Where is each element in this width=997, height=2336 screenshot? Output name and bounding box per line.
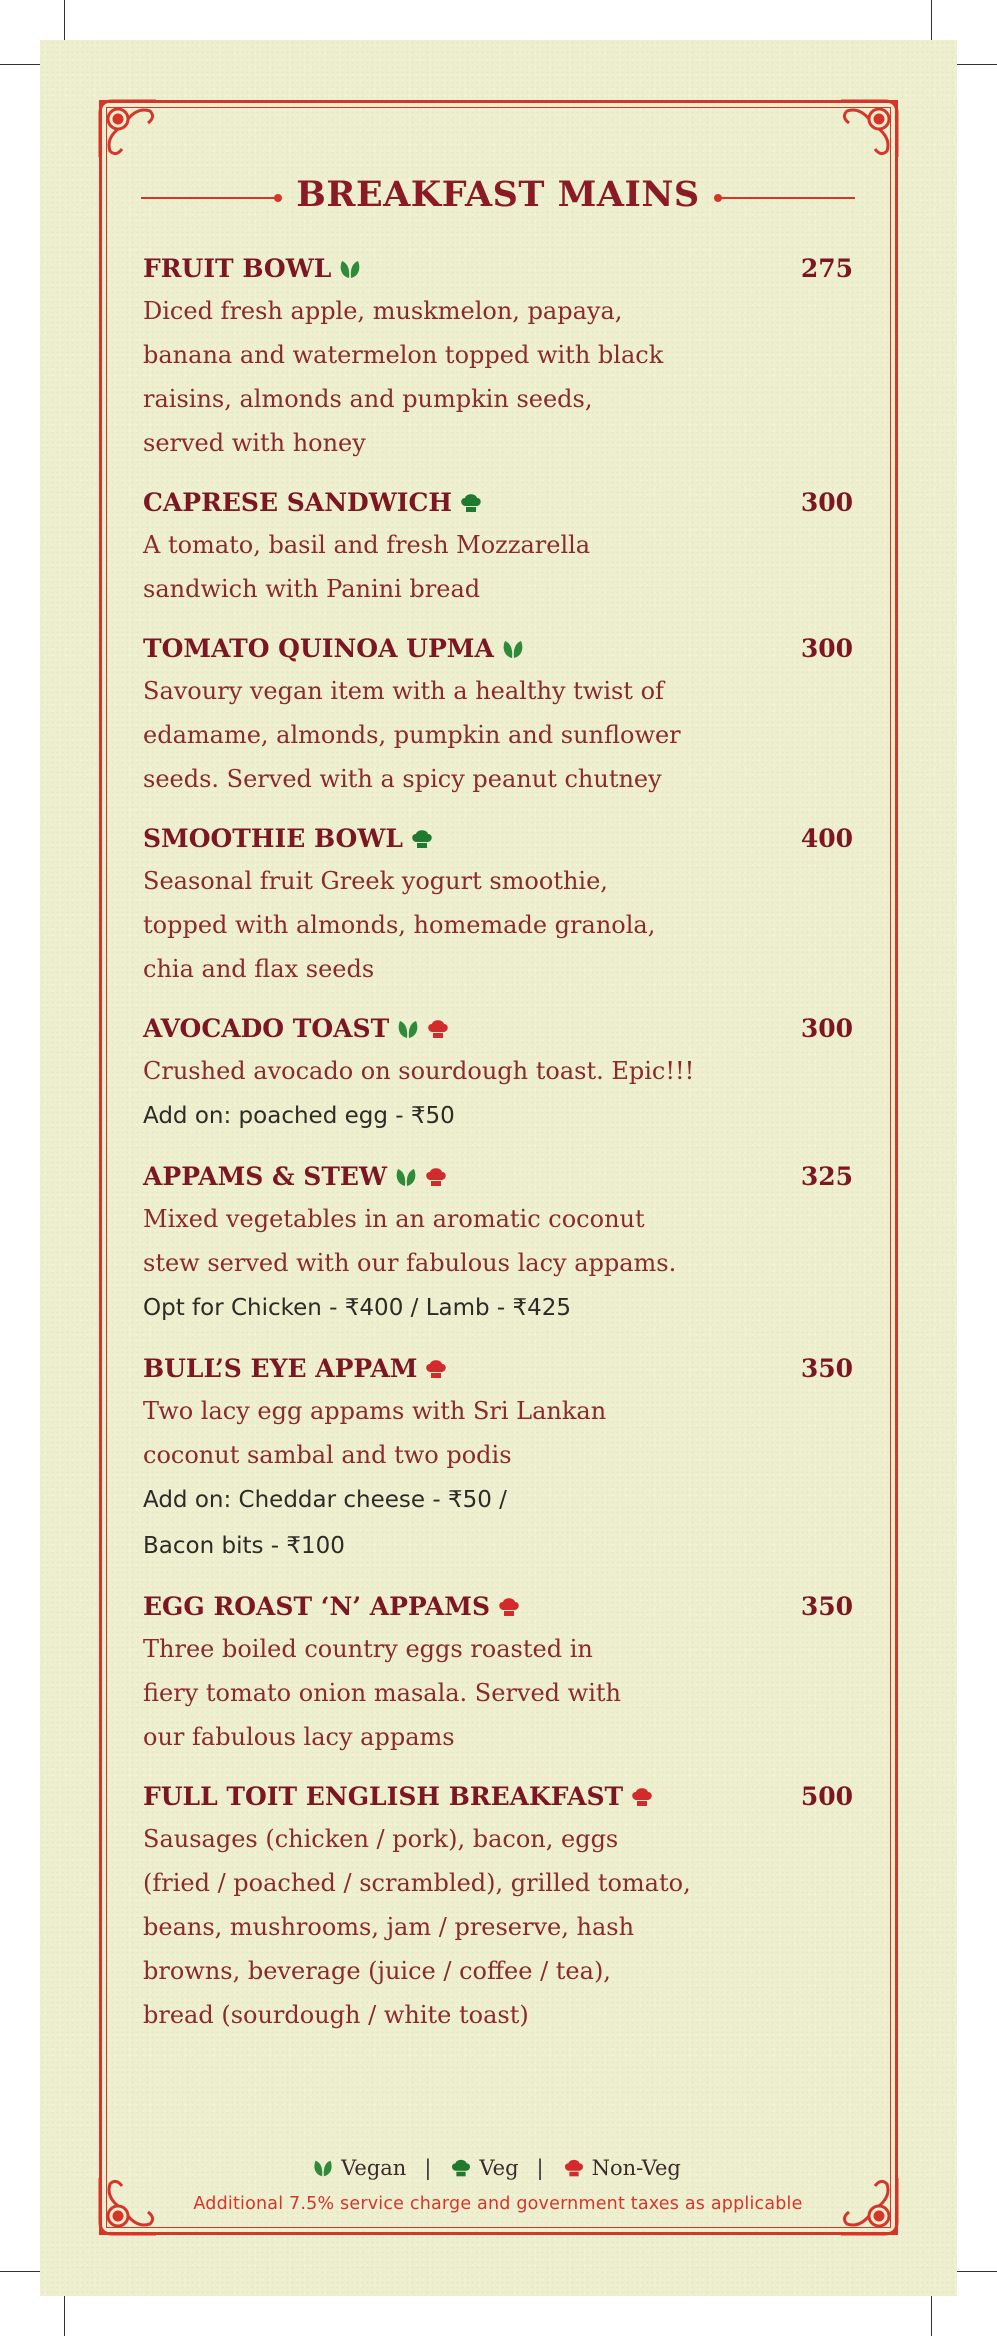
description-line: served with honey [143, 429, 366, 457]
crop-mark [0, 2271, 40, 2272]
description-line: fiery tomato onion masala. Served with [143, 1679, 621, 1707]
menu-item-name-text: APPAMS & STEW [143, 1162, 388, 1191]
description-line: Diced fresh apple, muskmelon, papaya, [143, 297, 623, 325]
menu-item-name [143, 1349, 453, 1389]
diet-icons [337, 256, 367, 282]
legend-veg [449, 2156, 518, 2180]
diet-icons [395, 1016, 455, 1042]
description-line: (fried / poached / scrambled), grilled tomato, [143, 1869, 691, 1897]
menu-item-name-text: AVOCADO TOAST [143, 1014, 390, 1043]
menu-item-description [143, 289, 783, 465]
menu-item-description [143, 1389, 783, 1477]
menu-item-name [143, 249, 367, 289]
description-line: our fabulous lacy appams [143, 1723, 455, 1751]
menu-item-price: 300 [800, 488, 853, 517]
section-header [141, 170, 855, 226]
vegan-leaf-icon [311, 2156, 335, 2180]
crop-mark [931, 0, 932, 40]
non-veg-chef-hat-icon [425, 1016, 451, 1042]
menu-items-list [143, 249, 853, 2055]
menu-item-header [143, 1009, 853, 1049]
menu-item-price: 275 [800, 254, 853, 283]
crop-mark [64, 2296, 65, 2336]
menu-item-name [143, 1777, 659, 1817]
menu-item-header [143, 629, 853, 669]
menu-item-header [143, 1349, 853, 1389]
menu-item-description [143, 1817, 783, 2037]
menu-item-description [143, 523, 783, 611]
menu-item [143, 483, 853, 611]
description-line: banana and watermelon topped with black [143, 341, 664, 369]
menu-item-price: 350 [800, 1354, 853, 1383]
menu-item-price: 400 [800, 824, 853, 853]
non-veg-chef-hat-icon [496, 1594, 522, 1620]
diet-legend [296, 2151, 696, 2185]
legend-vegan-label: Vegan [341, 2156, 407, 2180]
description-line: topped with almonds, homemade granola, [143, 911, 656, 939]
menu-item-name [143, 1587, 526, 1627]
menu-item-description [143, 1049, 783, 1093]
non-veg-chef-hat-icon [423, 1356, 449, 1382]
menu-item-header [143, 1157, 853, 1197]
veg-chef-hat-icon [409, 826, 435, 852]
menu-item [143, 1777, 853, 2037]
menu-item-name-text: CAPRESE SANDWICH [143, 488, 453, 517]
description-line: edamame, almonds, pumpkin and sunflower [143, 721, 681, 749]
description-line: Savoury vegan item with a healthy twist of [143, 677, 664, 705]
diet-icons [496, 1594, 526, 1620]
menu-item [143, 1349, 853, 1569]
addon-line: Add on: poached egg - ₹50 [143, 1103, 455, 1129]
title-rule-dot [274, 194, 282, 202]
description-line: A tomato, basil and fresh Mozzarella [143, 531, 591, 559]
legend-separator: | [536, 2156, 544, 2180]
service-charge-note: Additional 7.5% service charge and government taxes as applicable [193, 2194, 803, 2214]
legend-separator: | [424, 2156, 432, 2180]
description-line: Sausages (chicken / pork), bacon, eggs [143, 1825, 619, 1853]
section-title: BREAKFAST MAINS [296, 174, 700, 215]
non-veg-chef-hat-icon [629, 1784, 655, 1810]
menu-item-name-text: TOMATO QUINOA UPMA [143, 634, 494, 663]
menu-item-name-text: SMOOTHIE BOWL [143, 824, 403, 853]
description-line: bread (sourdough / white toast) [143, 2001, 529, 2029]
description-line: Two lacy egg appams with Sri Lankan [143, 1397, 607, 1425]
non-veg-chef-hat-icon [562, 2156, 586, 2180]
addon-line: Bacon bits - ₹100 [143, 1533, 345, 1559]
menu-item-name [143, 1009, 455, 1049]
menu-item-description [143, 669, 783, 801]
addon-line: Opt for Chicken - ₹400 / Lamb - ₹425 [143, 1295, 572, 1321]
description-line: chia and flax seeds [143, 955, 375, 983]
crop-mark [931, 2296, 932, 2336]
veg-chef-hat-icon [458, 490, 484, 516]
menu-item [143, 1157, 853, 1331]
description-line: stew served with our fabulous lacy appams. [143, 1249, 677, 1277]
description-line: Seasonal fruit Greek yogurt smoothie, [143, 867, 608, 895]
menu-item-name-text: FULL TOIT ENGLISH BREAKFAST [143, 1782, 624, 1811]
veg-chef-hat-icon [449, 2156, 473, 2180]
vegan-leaf-icon [500, 636, 526, 662]
description-line: raisins, almonds and pumpkin seeds, [143, 385, 593, 413]
menu-item [143, 629, 853, 801]
title-rule-right [720, 197, 855, 199]
description-line: Mixed vegetables in an aromatic coconut [143, 1205, 645, 1233]
diet-icons [629, 1784, 659, 1810]
menu-item-price: 325 [800, 1162, 853, 1191]
menu-item-description [143, 859, 783, 991]
menu-item-name [143, 819, 439, 859]
menu-item-header [143, 1587, 853, 1627]
description-line: coconut sambal and two podis [143, 1441, 512, 1469]
corner-ornament-icon [92, 93, 164, 165]
description-line: Crushed avocado on sourdough toast. Epic!!! [143, 1057, 695, 1085]
legend-nonveg-label: Non-Veg [591, 2156, 681, 2180]
vegan-leaf-icon [395, 1016, 421, 1042]
menu-item-description [143, 1627, 783, 1759]
menu-item-price: 350 [800, 1592, 853, 1621]
description-line: Three boiled country eggs roasted in [143, 1635, 593, 1663]
menu-item [143, 819, 853, 991]
diet-icons [423, 1356, 453, 1382]
menu-item-price: 300 [800, 634, 853, 663]
menu-item-addon [143, 1477, 853, 1569]
non-veg-chef-hat-icon [423, 1164, 449, 1190]
diet-icons [393, 1164, 453, 1190]
description-line: sandwich with Panini bread [143, 575, 481, 603]
crop-mark [64, 0, 65, 40]
menu-item-name-text: EGG ROAST ‘N’ APPAMS [143, 1592, 491, 1621]
menu-item-price: 500 [800, 1782, 853, 1811]
menu-item-name [143, 629, 530, 669]
vegan-leaf-icon [337, 256, 363, 282]
menu-item [143, 249, 853, 465]
menu-item-name [143, 1157, 453, 1197]
vegan-leaf-icon [393, 1164, 419, 1190]
menu-item-name-text: FRUIT BOWL [143, 254, 332, 283]
menu-item-addon [143, 1285, 853, 1331]
description-line: seeds. Served with a spicy peanut chutney [143, 765, 662, 793]
legend-vegan [311, 2156, 406, 2180]
menu-item-header [143, 819, 853, 859]
crop-mark [0, 64, 40, 65]
addon-line: Add on: Cheddar cheese - ₹50 / [143, 1487, 507, 1513]
menu-item-price: 300 [800, 1014, 853, 1043]
menu-item-name-text: BULL’S EYE APPAM [143, 1354, 418, 1383]
diet-icons [500, 636, 530, 662]
menu-item-description [143, 1197, 783, 1285]
description-line: beans, mushrooms, jam / preserve, hash [143, 1913, 635, 1941]
menu-item-name [143, 483, 488, 523]
menu-item-header [143, 1777, 853, 1817]
legend-nonveg [562, 2156, 681, 2180]
crop-mark [957, 2271, 997, 2272]
diet-icons [409, 826, 439, 852]
menu-item-header [143, 249, 853, 289]
description-line: browns, beverage (juice / coffee / tea), [143, 1957, 611, 1985]
menu-item [143, 1587, 853, 1759]
legend-veg-label: Veg [479, 2156, 519, 2180]
crop-mark [957, 64, 997, 65]
menu-item-addon [143, 1093, 853, 1139]
menu-item-header [143, 483, 853, 523]
diet-icons [458, 490, 488, 516]
menu-item [143, 1009, 853, 1139]
title-rule-left [141, 197, 276, 199]
corner-ornament-icon [833, 93, 905, 165]
